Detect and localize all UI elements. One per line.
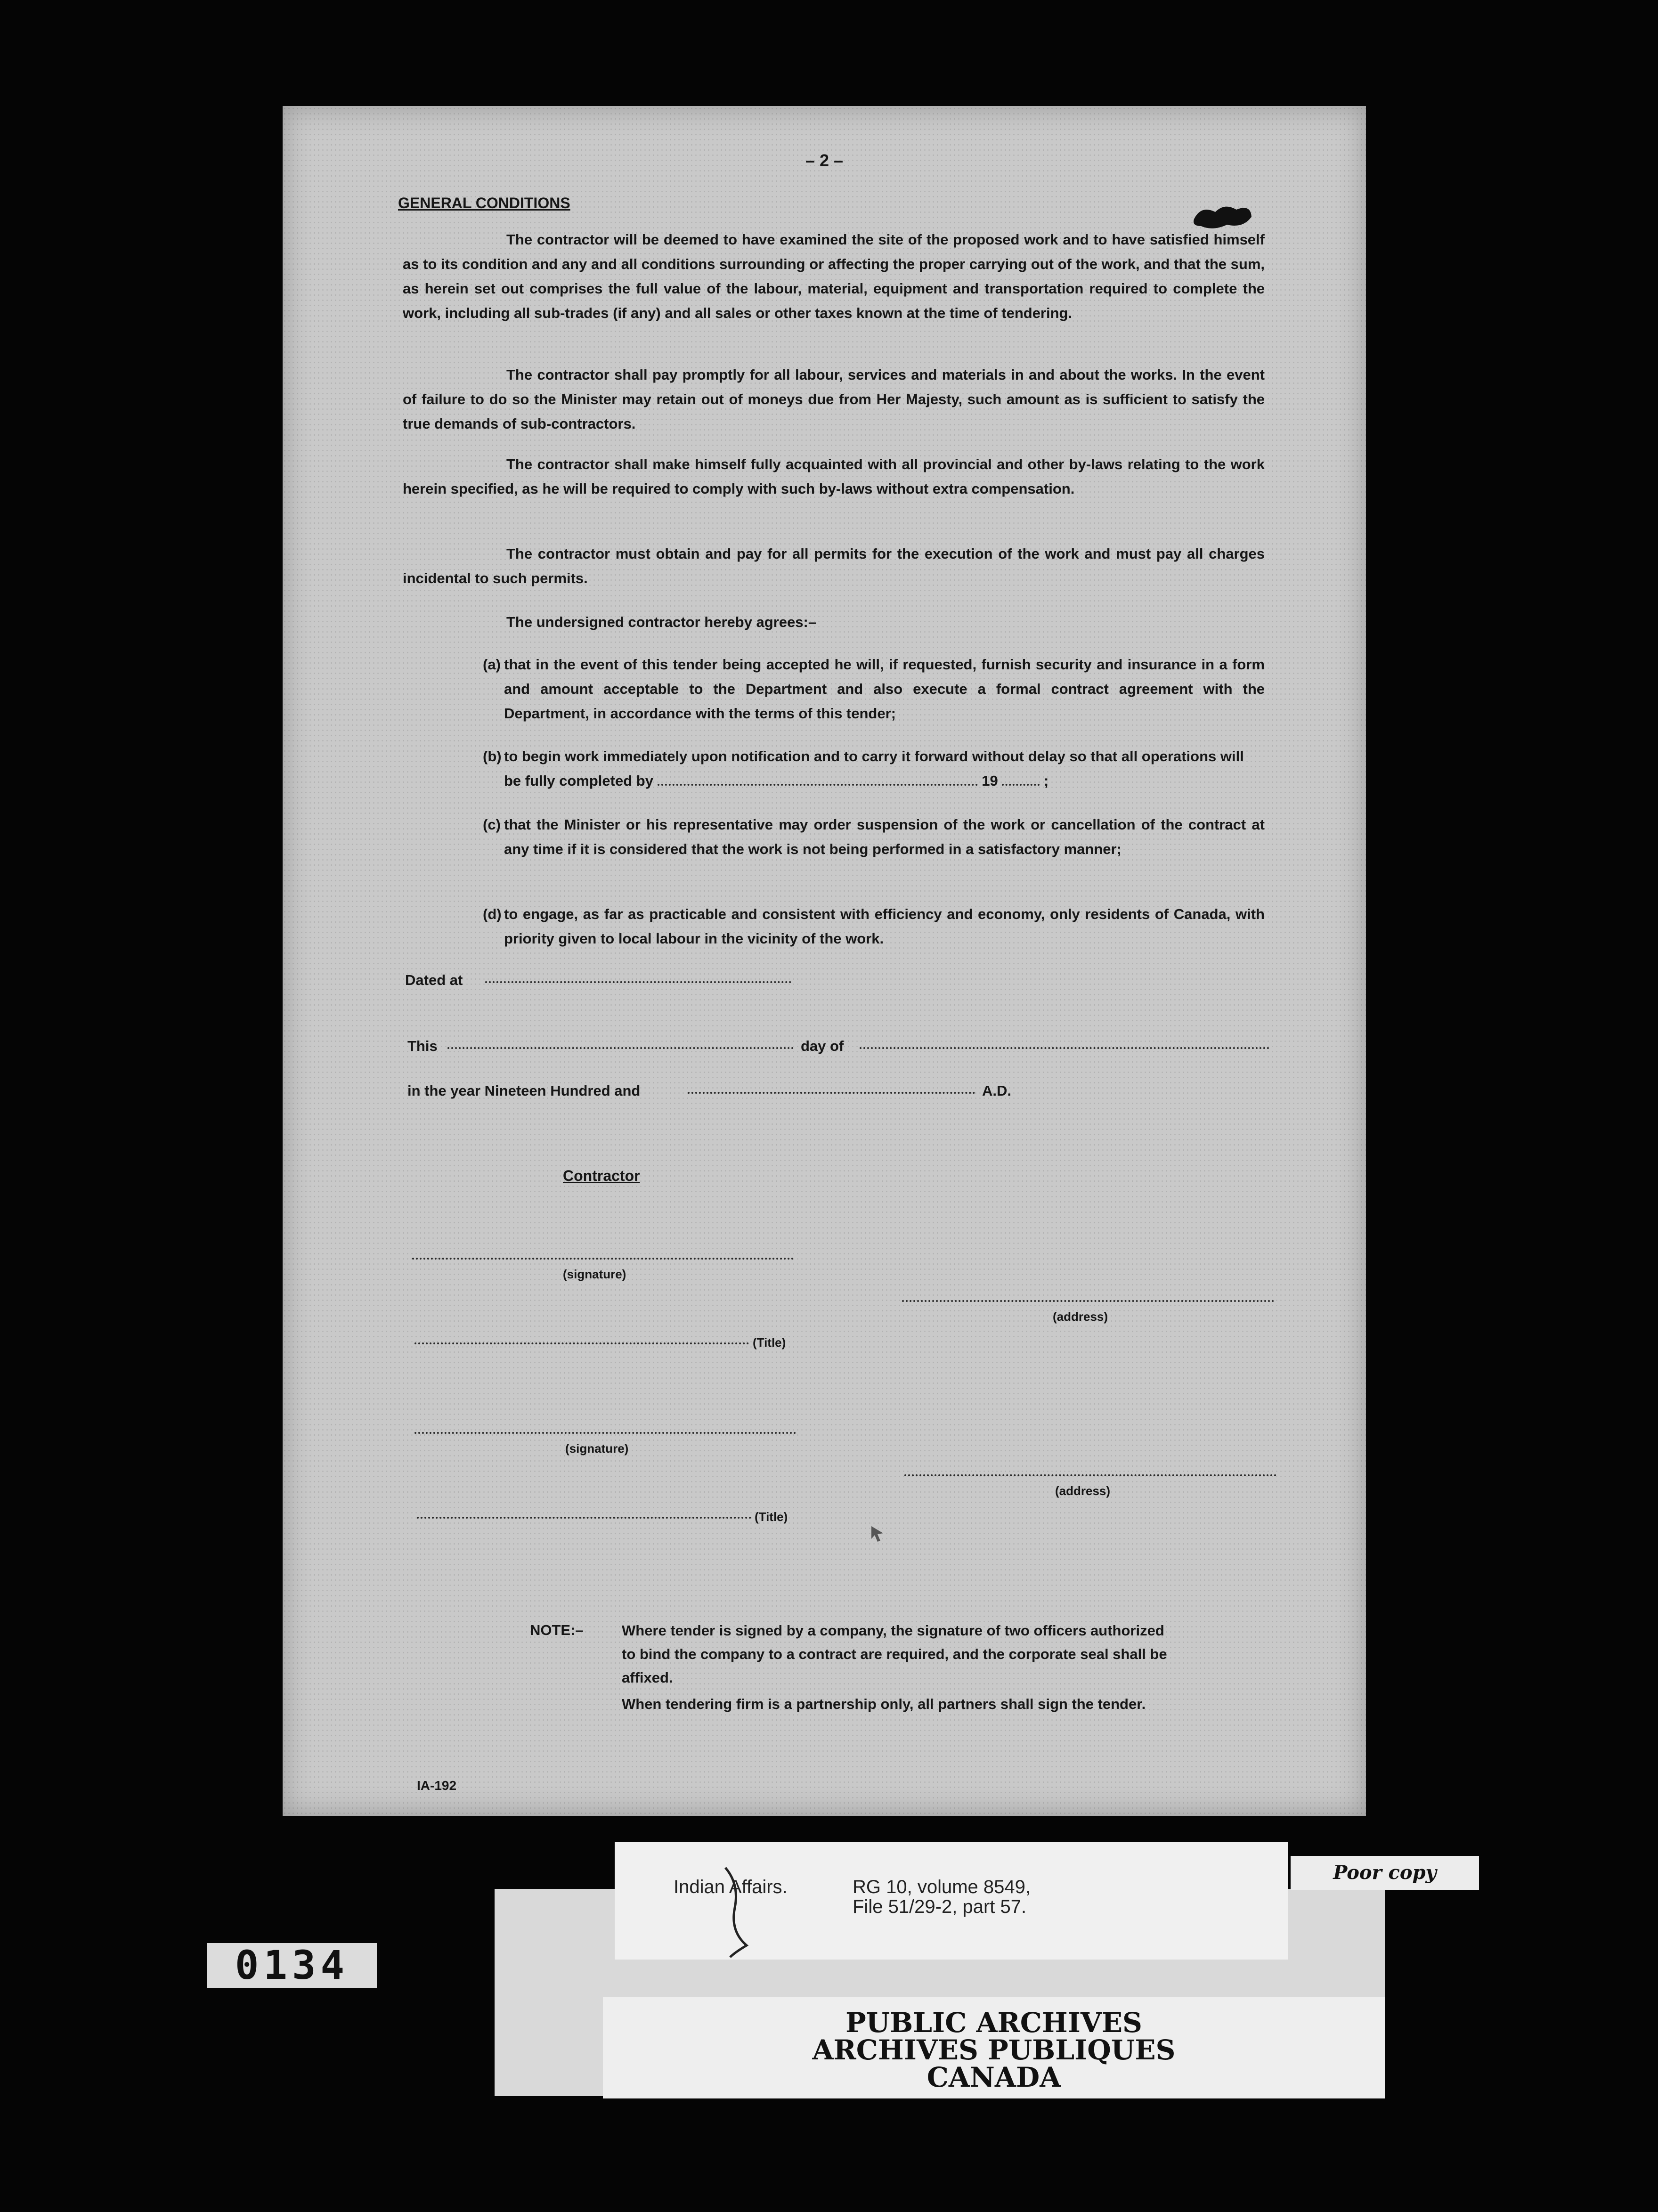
- completion-date-field[interactable]: [658, 771, 978, 786]
- section-heading: GENERAL CONDITIONS: [398, 195, 570, 211]
- clause-label: (d): [483, 906, 502, 922]
- signature-field-2[interactable]: [414, 1432, 796, 1434]
- clause-text: that in the event of this tender being accepted he will, if requested, furnish security and insurance in a form and amount acceptable to the Department and also execute a formal contract agreement with the Department, in accordance with the terms of this tender;: [504, 656, 1265, 722]
- year-label: in the year Nineteen Hundred and: [407, 1082, 641, 1099]
- year-field[interactable]: [688, 1092, 975, 1094]
- page-number: – 2 –: [805, 151, 844, 170]
- title-field-2[interactable]: [417, 1517, 751, 1519]
- month-field[interactable]: [860, 1047, 1269, 1049]
- clause-c: [483, 813, 1265, 862]
- day-of-label: day of: [801, 1038, 844, 1054]
- note-line-partnership: When tendering firm is a partnership only, all partners shall sign the tender.: [622, 1696, 1146, 1712]
- day-field[interactable]: [447, 1047, 794, 1049]
- frame-number: 0134: [207, 1943, 377, 1988]
- ad-label: A.D.: [982, 1082, 1011, 1099]
- clause-b: [483, 744, 1265, 793]
- reference-line-1: RG 10, volume 8549,: [853, 1877, 1031, 1897]
- signature-caption-1: (signature): [563, 1267, 626, 1281]
- document-page: [283, 106, 1366, 1816]
- clause-label: (b): [483, 748, 502, 764]
- archive-reference-card: [615, 1842, 1288, 1960]
- clause-text: to engage, as far as practicable and consistent with efficiency and economy, only residents of Canada, with priority given to local labour in the vicinity of the work.: [504, 906, 1265, 947]
- dated-at-field[interactable]: [485, 981, 791, 983]
- signature-caption-2: (signature): [565, 1441, 629, 1456]
- clause-a: [483, 652, 1265, 726]
- address-caption-1: (address): [1053, 1309, 1108, 1324]
- paragraph-site-examination: The contractor will be deemed to have examined the site of the proposed work and to have satisfied himself as to its condition and any and all conditions surrounding or affecting the proper carrying out of the work, and that the sum, as herein set out comprises the full value of the labour, material, equipment and transportation required to complete the work, including all sub-trades (if any) and all sales or other taxes known at the time of tendering.: [403, 231, 1265, 321]
- year-prefix: 19: [982, 773, 998, 789]
- clause-b-text: to begin work immediately upon notification and to carry it forward without delay so that all operations will be fully completed by: [504, 748, 1244, 789]
- paragraph-agreement-intro: The undersigned contractor hereby agrees:–: [506, 614, 817, 630]
- contractor-heading: Contractor: [563, 1167, 640, 1184]
- clause-text: that the Minister or his representative may order suspension of the work or cancellation of the contract at any time if it is considered that the work is not being performed in a satisfactory manner;: [504, 816, 1265, 857]
- reference-line-2: File 51/29-2, part 57.: [853, 1896, 1027, 1917]
- title-caption-2: (Title): [755, 1510, 788, 1524]
- stamp-line-french: ARCHIVES PUBLIQUES: [812, 2034, 1176, 2066]
- completion-year-field[interactable]: [1002, 771, 1040, 786]
- note-body: [622, 1619, 1168, 1716]
- clause-end: ;: [1043, 773, 1049, 789]
- address-field-2[interactable]: [904, 1474, 1276, 1476]
- title-field-1[interactable]: [414, 1342, 749, 1344]
- title-caption-1: (Title): [753, 1335, 786, 1350]
- paragraph-payment: The contractor shall pay promptly for all labour, services and materials in and about the works. In the event of failure to do so the Minister may retain out of moneys due from Her Majesty, such amount as is sufficient to satisfy the true demands of sub-contractors.: [403, 366, 1265, 432]
- signature-field-1[interactable]: [412, 1258, 794, 1260]
- note-label: NOTE:–: [530, 1622, 584, 1638]
- note-line-company: Where tender is signed by a company, the signature of two officers authorized to bind the company to a contract are required, and the corporate seal shall be affixed.: [622, 1622, 1167, 1686]
- cursor-mark-icon: [869, 1524, 888, 1543]
- clause-d: [483, 902, 1265, 951]
- address-field-1[interactable]: [902, 1300, 1274, 1302]
- stamp-line-country: CANADA: [927, 2061, 1061, 2093]
- clause-label: (c): [483, 816, 501, 833]
- dated-at-label: Dated at: [405, 972, 463, 988]
- public-archives-stamp: [617, 2009, 1371, 2091]
- paragraph-permits: The contractor must obtain and pay for all permits for the execution of the work and must pay all charges incidental to such permits.: [403, 545, 1265, 586]
- fonds-label: Indian Affairs.: [674, 1877, 788, 1897]
- form-code: IA-192: [417, 1778, 457, 1793]
- address-caption-2: (address): [1055, 1484, 1111, 1498]
- clause-label: (a): [483, 656, 501, 673]
- clause-text: [504, 744, 1265, 793]
- poor-copy-note: Poor copy: [1291, 1856, 1479, 1890]
- stamp-line-english: PUBLIC ARCHIVES: [845, 2007, 1142, 2039]
- this-label: This: [407, 1038, 438, 1054]
- paragraph-by-laws: The contractor shall make himself fully acquainted with all provincial and other by-laws relating to the work herein specified, as he will be required to comply with such by-laws without extra compensation.: [403, 456, 1265, 497]
